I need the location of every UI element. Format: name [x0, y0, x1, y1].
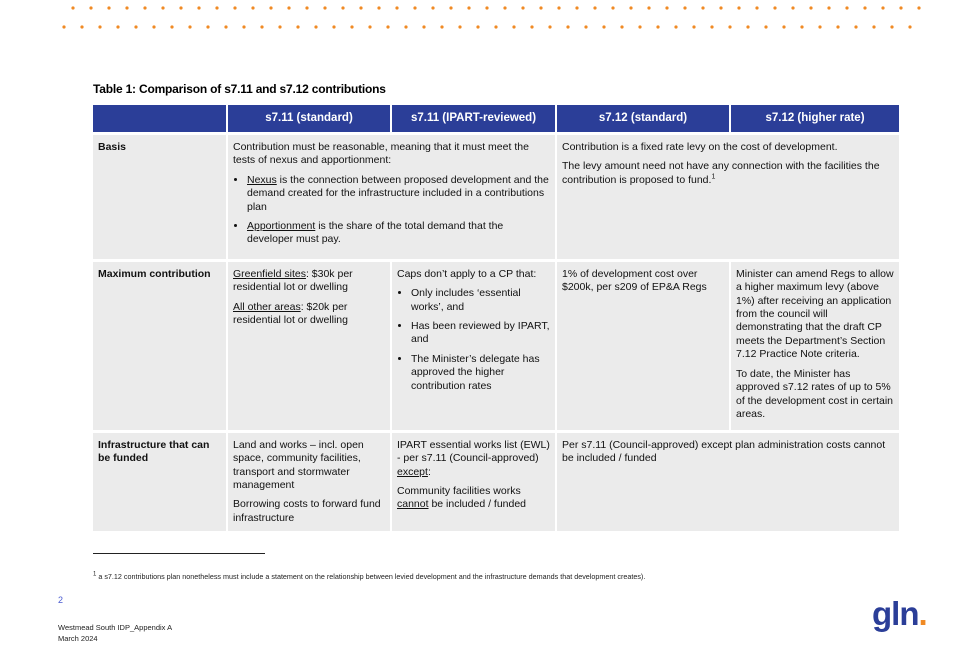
header-dot [728, 25, 731, 28]
header-dot [404, 25, 407, 28]
header-dot [854, 25, 857, 28]
header-dot [62, 25, 65, 28]
header-dot [692, 25, 695, 28]
header-dot [917, 6, 920, 9]
header-s711-ipart: s7.11 (IPART-reviewed) [391, 105, 556, 134]
list-item: • Only includes ‘essential works’, and [411, 287, 550, 314]
header-dot [260, 25, 263, 28]
header-dot [494, 25, 497, 28]
header-dot [422, 25, 425, 28]
except-term: except [397, 465, 428, 478]
header-dot [125, 6, 128, 9]
header-dot [656, 25, 659, 28]
header-dot [341, 6, 344, 9]
header-dot [188, 25, 191, 28]
header-dot [377, 6, 380, 9]
header-s711-standard: s7.11 (standard) [227, 105, 391, 134]
greenfield-text: Greenfield sites: $30k per residential lot or dwelling [233, 267, 353, 294]
header-dot [773, 6, 776, 9]
table-row-infrastructure [93, 431, 899, 531]
header-dot [629, 6, 632, 9]
header-dot [215, 6, 218, 9]
header-dot [440, 25, 443, 28]
header-dot [287, 6, 290, 9]
cell-basis-s711 [227, 134, 556, 261]
header-dot [161, 6, 164, 9]
other-areas-term: All other areas [233, 300, 301, 313]
header-dot [881, 6, 884, 9]
header-dot [314, 25, 317, 28]
list-item: • The Minister’s delegate has approved the higher contribution rates [411, 353, 550, 393]
s712-higher-p2: To date, the Minister has approved s7.12 rates of up to 5% of the development cost in certain areas. [736, 367, 894, 420]
header-dot [899, 6, 902, 9]
apportionment-term: Apportionment [247, 220, 316, 233]
header-dot [746, 25, 749, 28]
cell-infra-s711-standard [227, 431, 391, 531]
header-dot [395, 6, 398, 9]
header-dot [143, 6, 146, 9]
header-dot [170, 25, 173, 28]
header-s712-standard: s7.12 (standard) [556, 105, 730, 134]
header-dot [449, 6, 452, 9]
header-dot [332, 25, 335, 28]
header-dot [98, 25, 101, 28]
header-dot [566, 25, 569, 28]
header-dot [683, 6, 686, 9]
other-areas-text: All other areas: $20k per residential lot or dwelling [233, 300, 348, 327]
header-dot [863, 6, 866, 9]
header-dot [152, 25, 155, 28]
header-dot [539, 6, 542, 9]
header-dot [890, 25, 893, 28]
header-dot [836, 25, 839, 28]
table-row-max-contribution [93, 260, 899, 431]
header-dot [638, 25, 641, 28]
s712-standard-text: 1% of development cost over $200k, per s209 of EP&A Regs [562, 267, 707, 294]
footnote-ref[interactable]: 1 [711, 173, 716, 181]
footnote [93, 572, 645, 581]
header-dot [818, 25, 821, 28]
header-dot [116, 25, 119, 28]
footnote-divider [93, 553, 265, 554]
document-name: Westmead South IDP_Appendix A [58, 623, 173, 632]
table-row-basis [93, 134, 899, 261]
header-dot [386, 25, 389, 28]
infra-ipart-p2: Community facilities works cannot be included / funded [397, 485, 527, 511]
infra-std-p1: Land and works – incl. open space, community facilities, transport and stormwater management [233, 438, 364, 492]
header-dot [845, 6, 848, 9]
header-dot [269, 6, 272, 9]
header-dot [827, 6, 830, 9]
header-dot [737, 6, 740, 9]
header-dot [782, 25, 785, 28]
page-number: 2 [58, 595, 64, 605]
infra-ipart-p1: IPART essential works list (EWL) - per s7.11 (Council-approved) except: [397, 438, 550, 478]
header-dot [512, 25, 515, 28]
header-dot [80, 25, 83, 28]
header-dot [908, 25, 911, 28]
cell-basis-s712 [556, 134, 899, 261]
table-title: Table 1: Comparison of s7.11 and s7.12 contributions [93, 82, 386, 96]
basis-s712-p1: Contribution is a fixed rate levy on the cost of development. [562, 141, 838, 153]
header-dot [242, 25, 245, 28]
header-dot [575, 6, 578, 9]
header-dot [530, 25, 533, 28]
document-footer [58, 622, 172, 644]
header-dot [368, 25, 371, 28]
footnote-text: a s7.12 contributions plan nonetheless must include a statement on the relationship between levied development and the infrastructure demands that development creates). [96, 572, 646, 581]
row-label-infrastructure: Infrastructure that can be funded [93, 431, 227, 531]
footnote-number: 1 [93, 571, 97, 578]
nexus-term: Nexus [247, 173, 277, 186]
header-dot [665, 6, 668, 9]
header-dot [557, 6, 560, 9]
cell-max-s711-standard [227, 260, 391, 431]
header-dot [809, 6, 812, 9]
header-dot [800, 25, 803, 28]
header-dot [179, 6, 182, 9]
header-dot [359, 6, 362, 9]
cell-infra-s711-ipart [391, 431, 556, 531]
header-dot [647, 6, 650, 9]
nexus-definition: is the connection between proposed development and the demand created for the infrastructure included in a contributions plan [247, 173, 549, 213]
header-dot [485, 6, 488, 9]
header-empty [93, 105, 227, 134]
header-dot [458, 25, 461, 28]
list-item-apportionment [247, 220, 550, 247]
header-dot [296, 25, 299, 28]
cell-max-s711-ipart [391, 260, 556, 431]
header-dot [251, 6, 254, 9]
header-dot [431, 6, 434, 9]
dotted-header-decoration [58, 0, 928, 40]
header-dot [521, 6, 524, 9]
header-dot [71, 6, 74, 9]
header-s712-higher: s7.12 (higher rate) [730, 105, 899, 134]
comparison-table [93, 105, 899, 531]
cell-infra-s712 [556, 431, 899, 531]
header-dot [476, 25, 479, 28]
basis-s711-intro: Contribution must be reasonable, meaning that it must meet the tests of nexus and apportionment: [233, 141, 529, 167]
header-dot [584, 25, 587, 28]
header-dot [503, 6, 506, 9]
header-dot [611, 6, 614, 9]
header-dot [467, 6, 470, 9]
list-item-nexus [247, 174, 550, 214]
header-dot [305, 6, 308, 9]
header-dot [710, 25, 713, 28]
ipart-caps-list [397, 287, 550, 393]
document-date: March 2024 [58, 634, 98, 643]
header-dot [548, 25, 551, 28]
header-dot [224, 25, 227, 28]
header-dot [764, 25, 767, 28]
list-item: • Has been reviewed by IPART, and [411, 320, 550, 347]
header-dot [755, 6, 758, 9]
header-dot [701, 6, 704, 9]
basis-s711-list [233, 174, 550, 247]
header-dot [791, 6, 794, 9]
header-dot [620, 25, 623, 28]
row-label-basis: Basis [93, 134, 227, 261]
header-dot [350, 25, 353, 28]
gln-logo: gln. [872, 595, 927, 632]
row-label-max-contribution: Maximum contribution [93, 260, 227, 431]
header-dot [89, 6, 92, 9]
header-dot [134, 25, 137, 28]
header-dot [323, 6, 326, 9]
header-dot [278, 25, 281, 28]
header-dot [206, 25, 209, 28]
basis-s712-p2: The levy amount need not have any connection with the facilities the contribution is proposed to fund.$^1$ [562, 160, 880, 186]
s712-higher-p1: Minister can amend Regs to allow a higher maximum levy (above 1%) after receiving an application from the council will demonstrating that the draft CP meets the Department’s Section 7.12 Practice Note criteria. [736, 267, 894, 361]
header-dot [674, 25, 677, 28]
header-dot [413, 6, 416, 9]
header-dot [593, 6, 596, 9]
cell-max-s712-standard [556, 260, 730, 431]
header-dot [107, 6, 110, 9]
greenfield-term: Greenfield sites [233, 267, 306, 280]
cannot-term: cannot [397, 498, 429, 511]
header-dot [602, 25, 605, 28]
infra-std-p2: Borrowing costs to forward fund infrastructure [233, 498, 381, 524]
cell-max-s712-higher [730, 260, 899, 431]
header-dot [872, 25, 875, 28]
table-header-row [93, 105, 899, 134]
header-dot [233, 6, 236, 9]
header-dot [197, 6, 200, 9]
apportionment-definition: is the share of the total demand that the developer must pay. [247, 220, 504, 246]
infra-s712-text: Per s7.11 (Council-approved) except plan administration costs cannot be included / funded [562, 438, 886, 465]
ipart-caps-intro: Caps don’t apply to a CP that: [397, 267, 537, 280]
header-dot [719, 6, 722, 9]
